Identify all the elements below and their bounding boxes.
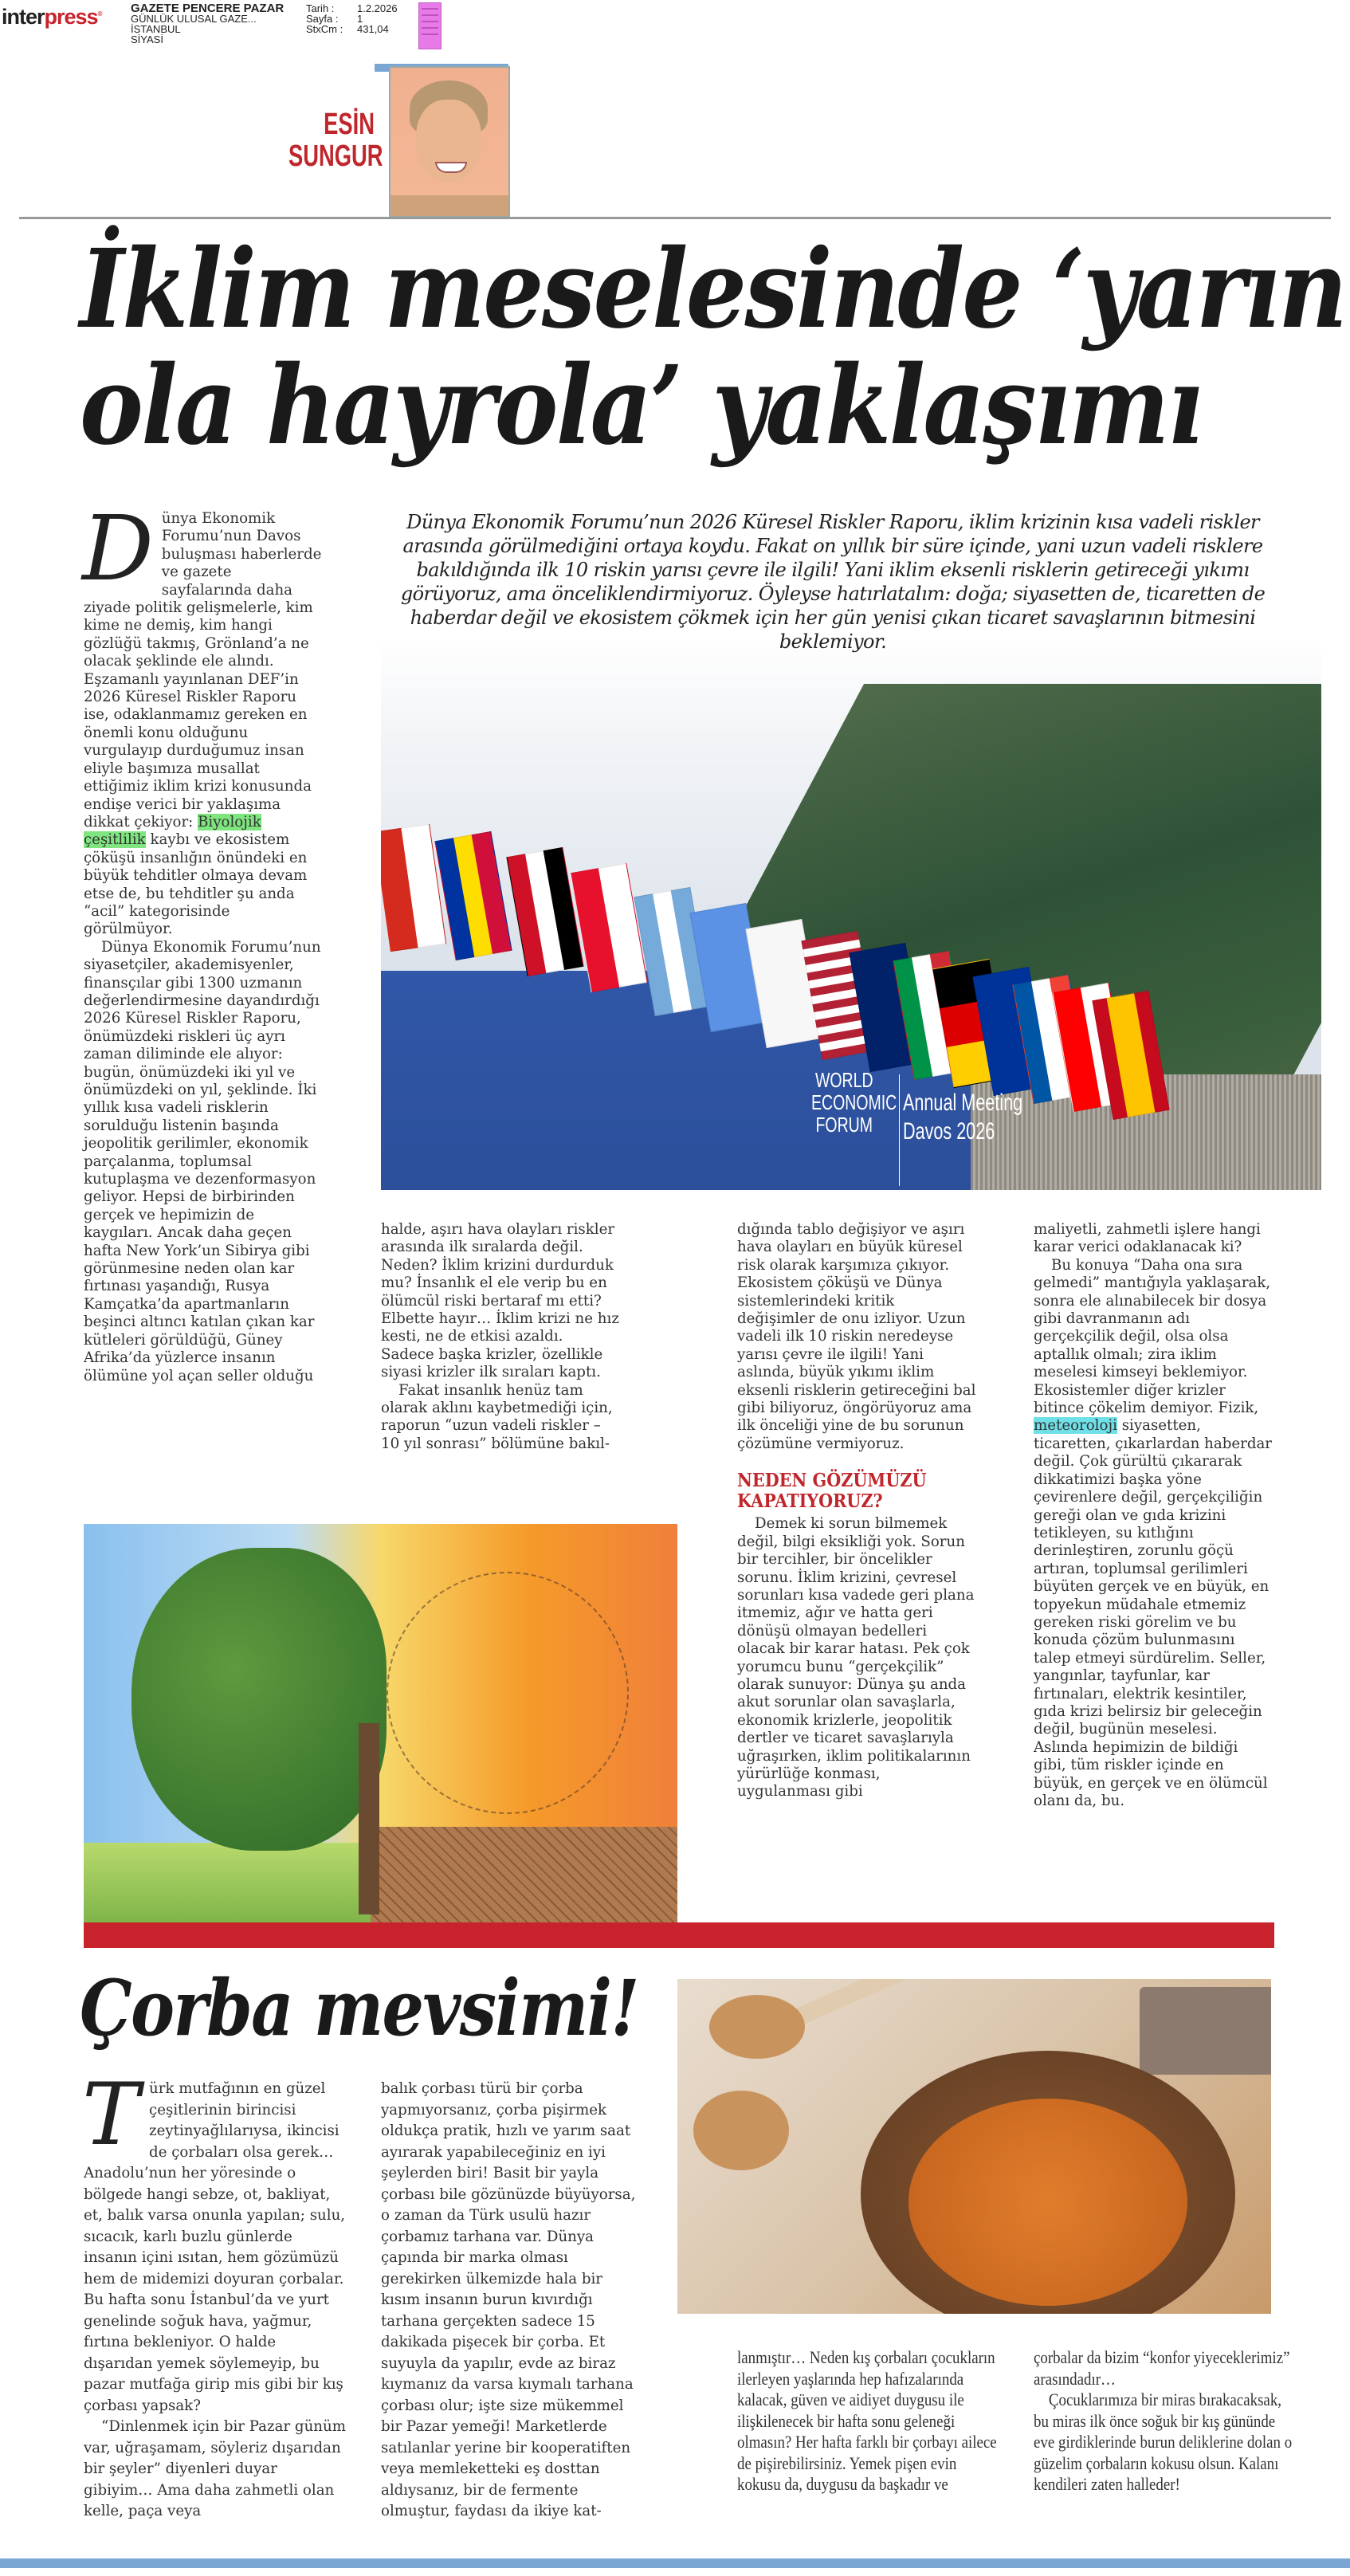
highlighted-text: meteoroloji (1034, 1417, 1117, 1435)
drop-cap: D (82, 497, 154, 601)
annual-meeting-text: Annual Meeting Davos 2026 (903, 1090, 1023, 1145)
article-headline: İklim meselesinde ‘yarın ola hayrola’ yaklaşımı (80, 226, 1346, 469)
date-value: 1.2.2026 (357, 2, 398, 14)
page-thumbnail[interactable] (418, 2, 441, 49)
paragraph: balık çorbası türü bir çorba yapmıyorsanız, çorba pişirmek oldukça pratik, hızlı ve yarım saat ayırarak yapabileceğiniz en iyi şeylerden biri! Basit bir yayla çorbası bile gözünüzde büyüyorsa, o zaman da Türk usulü hazır çorbamız tarhana var. Dünya çapında bir marka olması gerekirken ülkemizde hala bir kısım insanın burun kıvırdığı tarhana gerçekten sadece 15 dakikada pişecek bir çorba. Et suyuyla da yapılır, evde az biraz kıymanız da varsa kıymalı tarhana çorbası olur; işte size mükemmel bir Pazar yemeği! Marketlerde satılanlar yerine bir kooperatiften veya memleketteki eş dosttan aldıysanız, bir de fermente olmuştur, faydası da ikiye kat- (381, 2080, 636, 2519)
corba-column-3 (737, 2347, 1000, 2496)
publication-type: GÜNLÜK ULUSAL GAZE... (131, 13, 257, 25)
climate-tree-photo (84, 1524, 677, 1922)
publication-city: İSTANBUL (131, 23, 181, 35)
paragraph: Türk mutfağının en güzel çeşitlerinin birincisi zeytinyağlılarıysa, ikincisi de çorbaları olsa gerek… Anadolu’nun her yöresinde o bölgede hangi sebze, ot, bakliyat, et, balık varsa onunla yapılan; sulu, sıcacık, karlı buzlu günlerde insanın içini ısıtan, hem gözümüzü hem de midemizi doyuran çorbalar. Bu hafta sonu İstanbul’da ve yurt genelinde soğuk hava, yağmur, fırtına bekleniyor. O halde dışarıdan yemek söylemeyip, bu pazar mutfağa girip mis gibi bir kış çorbası yapsak? (82, 2065, 346, 2414)
section-red-band (84, 1922, 1274, 1948)
article-column-2 (381, 1221, 620, 1453)
paragraph: Dünya Ekonomik Forumu’nun siyasetçiler, akademisyenler, finansçılar gibi 1300 uzmanın değerlendirmesine dayandırdığı 2026 Küresel Riskler Raporu, önümüzdeki riskleri üç ayrı zaman diliminde ele alıyor: bugün, önümüzdeki iki yıl ve önümüzdeki on yıl, şeklinde. İki yıllık kısa vadeli risklerin sorulduğu listenin başında jeopolitik gerilimler, ekonomik parçalanma, toplumsal kutuplaşma ve dezenformasyon geliyor. Hepsi de birbirinden gerçek ve hepimizin de kaygıları. Ancak daha geçen hafta New York’un Sibirya gibi görünmesine neden olan kar fırtınası yaşandığı, Rusya Kamçatka’da apartmanların beşinci altıncı katılan çıkan kar kütleleri görüldüğü, Güney Afrika’da yüzlerce insanın ölümüne yol açan seller olduğu (84, 938, 321, 1384)
corba-column-4 (1034, 2347, 1297, 2496)
paragraph: maliyetli, zahmetli işlere hangi karar verici odaklanacak ki? (1034, 1221, 1261, 1256)
stxcm-label: StxCm : (306, 23, 343, 35)
clipping-info (306, 3, 398, 34)
paragraph: Demek ki sorun bilmemek değil, bilgi eksikliği yok. Sorun bir tercihler, bir öncelikler sorunu. İklim krizini, çevresel sorunları kısa vadede geri plana itmemiz, ağır ve hatta geri dönüşü olmayan bedelleri olacak bir karar hatası. Pek çok yorumcu bunu “gerçekçilik” olarak sunuyor: Dünya şu anda akut sorunlar olan savaşlarla, ekonomik krizlerle, jeopolitik dertler ve ticaret savaşlarıyla uğraşırken, iklim politikalarının yürürlüğe konması, uygulanması gibi (737, 1515, 975, 1800)
paragraph: Çocuklarımıza bir miras bırakacaksak, bu miras ilk önce soğuk bir kış gününde eve girdiklerinde burun deliklerine dolan o güzelim çorbaların kokusu olsun. Kalanı kendileri zaten halleder! (1034, 2389, 1293, 2494)
paragraph: dığında tablo değişiyor ve aşırı hava olayları en büyük küresel risk olarak karşımıza çıkıyor. Ekosistem çöküşü ve Dünya sistemlerindeki kritik değişimler de onu izliyor. Uzun vadeli ilk 10 riskin neredeyse yarısı çevre ile ilgili! Yani aslında, büyük yıkımı iklim eksenli risklerin getireceğini bal gibi biliyoruz, öngörüyoruz ama ilk önceliği yine de bu sorunun çözümüne vermiyoruz. (737, 1221, 976, 1452)
paragraph: Fakat insanlık henüz tam olarak aklını kaybetmediği için, raporun “uzun vadeli riskler – 10 yıl sonrası” bölümüne bakıl- (381, 1381, 613, 1452)
article-subheading: NEDEN GÖZÜMÜZÜ KAPATIYORUZ? (737, 1470, 927, 1513)
bottom-divider (0, 2558, 1350, 2568)
page-label: Sayfa : (306, 13, 339, 25)
article-column-1 (82, 497, 323, 1385)
publication-info (131, 3, 302, 45)
date-label: Tarih : (306, 2, 335, 14)
corba-column-2 (381, 2079, 644, 2523)
davos-flags-photo (381, 636, 1321, 1190)
paragraph: “Dinlenmek için bir Pazar günüm var, uğraşamam, söyleriz dışarıdan bir şeyler” diyenleri duyar gibiyim… Ama daha zahmetli olan kelle, paça veya (84, 2418, 346, 2519)
interpress-logo: interpress® (2, 5, 102, 29)
author-name (288, 108, 383, 173)
author-first-name: ESİN (324, 108, 375, 141)
article-column-3 (737, 1221, 976, 1801)
author-last-name: SUNGUR (288, 139, 383, 173)
publication-name: GAZETE PENCERE PAZAR (131, 2, 285, 15)
highlighted-text: Biyolojik çeşitlilik (84, 813, 261, 849)
soup-photo (677, 1979, 1271, 2314)
paragraph: Bu konuya “Daha ona sıra gelmedi” mantığıyla yaklaşarak, sonra ele alınabilecek bir dosya gibi davranmanın adı gerçekçilik değil, olsa olsa aptallık olmalı; zira iklim meselesi kimseyi beklemiyor. Ekosistemler diğer krizler bitince çökelim demiyor. Fizik, meteoroloji siyasetten, ticaretten, çıkarlardan haberdar değil. Çok gürültü çıkararak dikkatimizi başka yöne çevirenlere değil, gerçekçiliğin gereği olan ve gıda krizini tetikleyen, su kıtlığını derinleştiren, zorunlu göçü artıran, toplumsal gerilimleri büyüten gerçek ve en büyük, en topyekun müdahale etmemiz gereken riski görelim ve bu konuda çözüm bulunmasını talep etmeyi sürdürelim. Seller, yangınlar, tayfunlar, kar fırtınaları, elektrik kesintiler, gıda krizi belirsiz bir geleceğin değil, bugünün meselesi. Aslında hepimizin de bildiği gibi, tüm riskler içinde en büyük, en gerçek ve en ölümcül olanı da, bu. (1034, 1256, 1273, 1809)
paragraph: halde, aşırı hava olayları riskler arasında ilk sıralarda değil. Neden? İklim krizini durdurduk mu? İnsanlık el ele verip bu en ölümcül riski bertaraf mı etti? Elbette hayır… İklim krizi ne hız kesti, ne de etkisi azaldı. Sadece başka krizler, özellikle siyasi krizler ilk sıraları kaptı. (381, 1221, 619, 1381)
wef-logo-text: WORLD ECONOMIC FORUM (811, 1068, 897, 1137)
section-divider (19, 217, 1331, 219)
article-column-4 (1034, 1221, 1273, 1810)
page-value: 1 (357, 13, 363, 25)
author-photo (389, 66, 510, 218)
stxcm-value: 431,04 (357, 23, 389, 35)
paragraph: çorbalar da bizim “konfor yiyeceklerimiz” arasındadır… (1034, 2347, 1290, 2389)
publication-category: SİYASİ (131, 33, 163, 45)
corba-article-title: Çorba mevsimi! (80, 1963, 638, 2053)
drop-cap: T (82, 2065, 140, 2165)
corba-column-1 (82, 2065, 347, 2523)
paragraph: Dünya Ekonomik Forumu’nun Davos buluşması haberlerde ve gazete sayfalarında daha ziyade politik gelişmelerle, kim kime ne demiş, kim hangi gözlüğü takmış, Grönland’a ne olacak şeklinde ele alındı. Eşzamanlı yayınlanan DEF’in 2026 Küresel Riskler Raporu ise, odaklanmamız gereken en önemli konu olduğunu vurgulayıp durduğumuz insan eliyle başımıza musallat ettiğimiz iklim krizi konusunda endişe verici bir yaklaşıma dikkat çekiyor: Biyolojik çeşitlilik kaybı ve ekosistem çöküşü insanlığın önündeki en büyük tehditler olmaya devam etse de, bu tehditler şu anda “acil” kategorisinde görülmüyor. (82, 497, 322, 938)
paragraph: lanmıştır… Neden kış çorbaları çocukların ilerleyen yaşlarında hep hafızalarında kalacak, güven ve aidiyet duygusu ile ilişkilenecek bir hafta sonu geleneği olmasın? Her hafta farklı bir çorbayı ailece de pişirebilirsiniz. Yemek pişen evin kokusu da, duygusu da başkadır ve (737, 2347, 997, 2494)
article-lede: Dünya Ekonomik Forumu’nun 2026 Küresel Riskler Raporu, iklim krizinin kısa vadeli riskler arasında görülmediğini ortaya koydu. Fakat on yıllık bir süre içinde, yani uzun vadeli risklere bakıldığında ilk 10 riskin yarısı çevre ile ilgili! Yani iklim eksenli risklerin getireceği yıkımı görüyoruz, ama önceliklendirmiyoruz. Öyleyse hatırlatalım: doğa; siyasetten de, ticaretten de haberdar değil ve ekosistem çökmek için her gün yenisi çıkan ticaret savaşlarının bitmesini beklemiyor. (400, 511, 1266, 653)
